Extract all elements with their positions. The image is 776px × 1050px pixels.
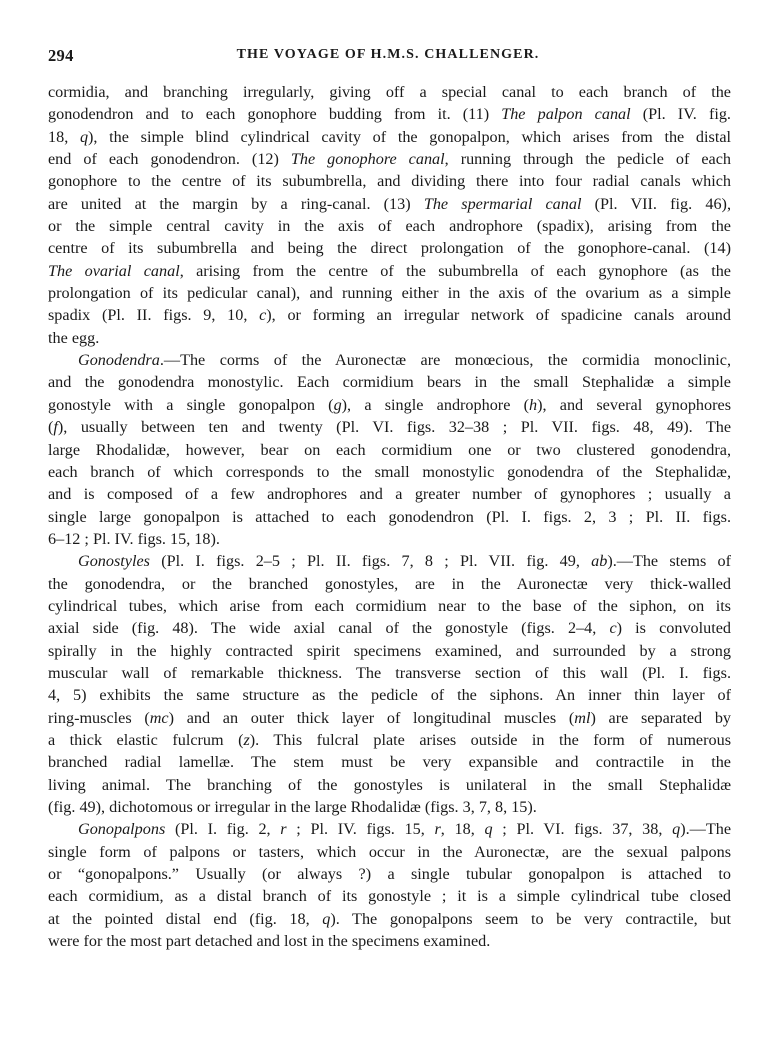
- italic-text: Gonostyles: [78, 552, 150, 571]
- text-segment: ; Pl. IV. figs. 15,: [286, 820, 435, 839]
- text-segment: cormidia, and branching irregularly, giving off a special canal to each branch of the: [48, 83, 731, 101]
- text-segment: branched radial lamellæ. The stem must be very expansible and contractile in the: [48, 753, 731, 772]
- text-line: [48, 617, 731, 639]
- italic-text: The gonophore canal: [290, 150, 445, 169]
- text-segment: single form of palpons or tasters, which occur in the Auronectæ, are the sexual palpons: [48, 842, 731, 861]
- text-line: [48, 461, 731, 483]
- text-segment: , 18,: [440, 820, 485, 839]
- text-line: [48, 707, 731, 729]
- text-segment: 4, 5) exhibits the same structure as the pedicle of the siphons. An inner thin layer of: [48, 686, 731, 705]
- text-line: [48, 595, 731, 617]
- text-line: [48, 394, 731, 416]
- text-segment: gonostyle with a single gonopalpon (: [48, 395, 334, 414]
- text-line: [48, 193, 731, 215]
- italic-text: q: [484, 820, 493, 839]
- text-line: [48, 729, 731, 751]
- text-segment: ; Pl. VI. figs. 37, 38,: [492, 820, 673, 839]
- text-segment: ) and an outer thick layer of longitudinal muscles (: [168, 708, 575, 727]
- text-segment: , running through the pedicle of each: [444, 150, 731, 169]
- text-segment: gonophore to the centre of its subumbrella, and dividing there into four radial canals which: [48, 172, 731, 191]
- text-segment: (Pl. I. figs. 2–5 ; Pl. II. figs. 7, 8 ; Pl. VII. fig. 49,: [149, 552, 592, 571]
- text-segment: gonodendron and to each gonophore budding from it. (11): [48, 105, 502, 124]
- text-line: [48, 528, 731, 550]
- text-segment: single large gonopalpon is attached to each gonodendron (Pl. I. figs. 2, 3 ; Pl. II. figs.: [48, 507, 731, 526]
- text-line: [48, 483, 731, 505]
- text-line: [48, 550, 731, 572]
- text-segment: and the gonodendra monostylic. Each cormidium bears in the small Stephalidæ a simple: [48, 373, 731, 392]
- text-segment: 6–12 ; Pl. IV. figs. 15, 18).: [48, 529, 220, 548]
- text-segment: and is composed of a few androphores and a greater number of gynophores ; usually a: [48, 485, 731, 504]
- text-line: [48, 282, 731, 304]
- italic-text: r: [280, 820, 287, 839]
- italic-text: c: [259, 306, 267, 325]
- italic-text: c: [609, 619, 617, 638]
- italic-text: The spermarial canal: [423, 194, 582, 213]
- text-segment: ), and several gynophores: [537, 395, 731, 414]
- text-segment: ). The gonopalpons seem to be very contractile, but: [330, 909, 731, 928]
- text-segment: axial side (fig. 48). The wide axial canal of the gonostyle (figs. 2–4,: [48, 619, 610, 638]
- text-segment: .—The corms of the Auronectæ are monœcious, the cormidia monoclinic,: [159, 351, 731, 370]
- text-line: [48, 818, 731, 840]
- text-line: [48, 371, 731, 393]
- running-head: THE VOYAGE OF H.M.S. CHALLENGER.: [236, 47, 540, 62]
- text-segment: ) is convoluted: [616, 619, 731, 638]
- text-segment: prolongation of its pedicular canal), and running either in the axis of the ovarium as a simple: [48, 284, 731, 303]
- text-segment: muscular wall of remarkable thickness. The transverse section of this wall (Pl. I. figs.: [48, 663, 731, 682]
- italic-text: The palpon canal: [501, 105, 631, 124]
- text-segment: ).—The: [680, 820, 731, 839]
- text-segment: ), a single androphore (: [341, 395, 530, 414]
- text-line: [48, 796, 731, 818]
- italic-text: f: [53, 418, 58, 437]
- italic-text: z: [243, 730, 250, 749]
- italic-text: Gonodendra: [78, 351, 160, 370]
- italic-text: ml: [574, 708, 591, 727]
- page-number: 294: [48, 46, 74, 65]
- text-line: [48, 863, 731, 885]
- text-segment: end of each gonodendron. (12): [48, 150, 291, 169]
- text-segment: , arising from the centre of the subumbrella of each gynophore (as the: [179, 261, 731, 280]
- text-line: [48, 327, 731, 349]
- text-segment: ).—The stems of: [607, 552, 731, 571]
- italic-text: h: [529, 395, 538, 414]
- text-segment: or the simple central cavity in the axis of each androphore (spadix), arising from the: [48, 217, 731, 236]
- text-segment: ), the simple blind cylindrical cavity of the gonopalpon, which arises from the distal: [88, 127, 731, 146]
- text-line: [48, 751, 731, 773]
- text-segment: or “gonopalpons.” Usually (or always ?) a single tubular gonopalpon is attached to: [48, 865, 731, 884]
- text-segment: centre of its subumbrella and being the direct prolongation of the gonophore-canal. (14): [48, 239, 731, 258]
- text-segment: ring-muscles (: [48, 708, 150, 727]
- text-segment: ), usually between ten and twenty (Pl. VI. figs. 32–38 ; Pl. VII. figs. 48, 49). The: [57, 418, 731, 437]
- text-segment: 18,: [48, 127, 80, 146]
- text-segment: spirally in the highly contracted spirit specimens examined, and surrounded by a strong: [48, 641, 731, 660]
- text-segment: the egg.: [48, 328, 100, 347]
- text-segment: spadix (Pl. II. figs. 9, 10,: [48, 306, 260, 325]
- text-segment: each cormidium, as a distal branch of its gonostyle ; it is a simple cylindrical tube closed: [48, 887, 731, 906]
- text-line: [48, 260, 731, 282]
- text-line: [48, 684, 731, 706]
- text-segment: the gonodendra, or the branched gonostyles, are in the Auronectæ very thick-walled: [48, 574, 731, 593]
- text-segment: (Pl. VII. fig. 46),: [581, 194, 731, 213]
- text-segment: (fig. 49), dichotomous or irregular in the large Rhodalidæ (figs. 3, 7, 8, 15).: [48, 798, 537, 816]
- text-segment: large Rhodalidæ, however, bear on each cormidium one or two clustered gonodendra,: [48, 440, 731, 459]
- page-header: [48, 46, 728, 66]
- italic-text: q: [322, 909, 331, 928]
- text-line: [48, 304, 731, 326]
- text-line: [48, 349, 731, 371]
- text-segment: living animal. The branching of the gonostyles is unilateral in the small Stephalidæ: [48, 775, 731, 794]
- text-line: [48, 841, 731, 863]
- italic-text: mc: [149, 708, 169, 727]
- text-segment: ), or forming an irregular network of spadicine canals around: [266, 306, 731, 325]
- text-segment: ). This fulcral plate arises outside in the form of numerous: [249, 730, 731, 749]
- text-line: [48, 930, 731, 952]
- text-segment: ) are separated by: [590, 708, 731, 727]
- text-line: [48, 103, 731, 125]
- text-line: [48, 416, 731, 438]
- italic-text: ab: [591, 552, 608, 571]
- italic-text: r: [434, 820, 441, 839]
- text-segment: are united at the margin by a ring-canal. (13): [48, 194, 424, 213]
- text-segment: were for the most part detached and lost in the specimens examined.: [48, 932, 491, 951]
- body-text: [48, 81, 731, 952]
- text-line: [48, 885, 731, 907]
- italic-text: g: [333, 395, 342, 414]
- italic-text: q: [79, 127, 89, 146]
- text-line: [48, 148, 731, 170]
- text-line: [48, 215, 731, 237]
- text-line: [48, 662, 731, 684]
- text-segment: (Pl. IV. fig.: [630, 105, 731, 124]
- italic-text: The ovarial canal: [48, 261, 180, 280]
- text-line: [48, 774, 731, 796]
- text-segment: at the pointed distal end (fig. 18,: [48, 909, 323, 928]
- text-segment: (: [48, 418, 54, 437]
- italic-text: Gonopalpons: [78, 820, 166, 839]
- text-line: [48, 170, 731, 192]
- text-line: [48, 126, 731, 148]
- text-line: [48, 81, 731, 103]
- text-line: [48, 506, 731, 528]
- text-segment: (Pl. I. fig. 2,: [165, 820, 281, 839]
- text-line: [48, 573, 731, 595]
- text-segment: a thick elastic fulcrum (: [48, 730, 244, 749]
- text-segment: each branch of which corresponds to the small monostylic gonodendra of the Stephalidæ,: [48, 462, 731, 481]
- text-line: [48, 439, 731, 461]
- text-line: [48, 640, 731, 662]
- italic-text: q: [672, 820, 681, 839]
- text-line: [48, 908, 731, 930]
- text-line: [48, 237, 731, 259]
- text-segment: cylindrical tubes, which arise from each cormidium near to the base of the siphon, on its: [48, 596, 731, 615]
